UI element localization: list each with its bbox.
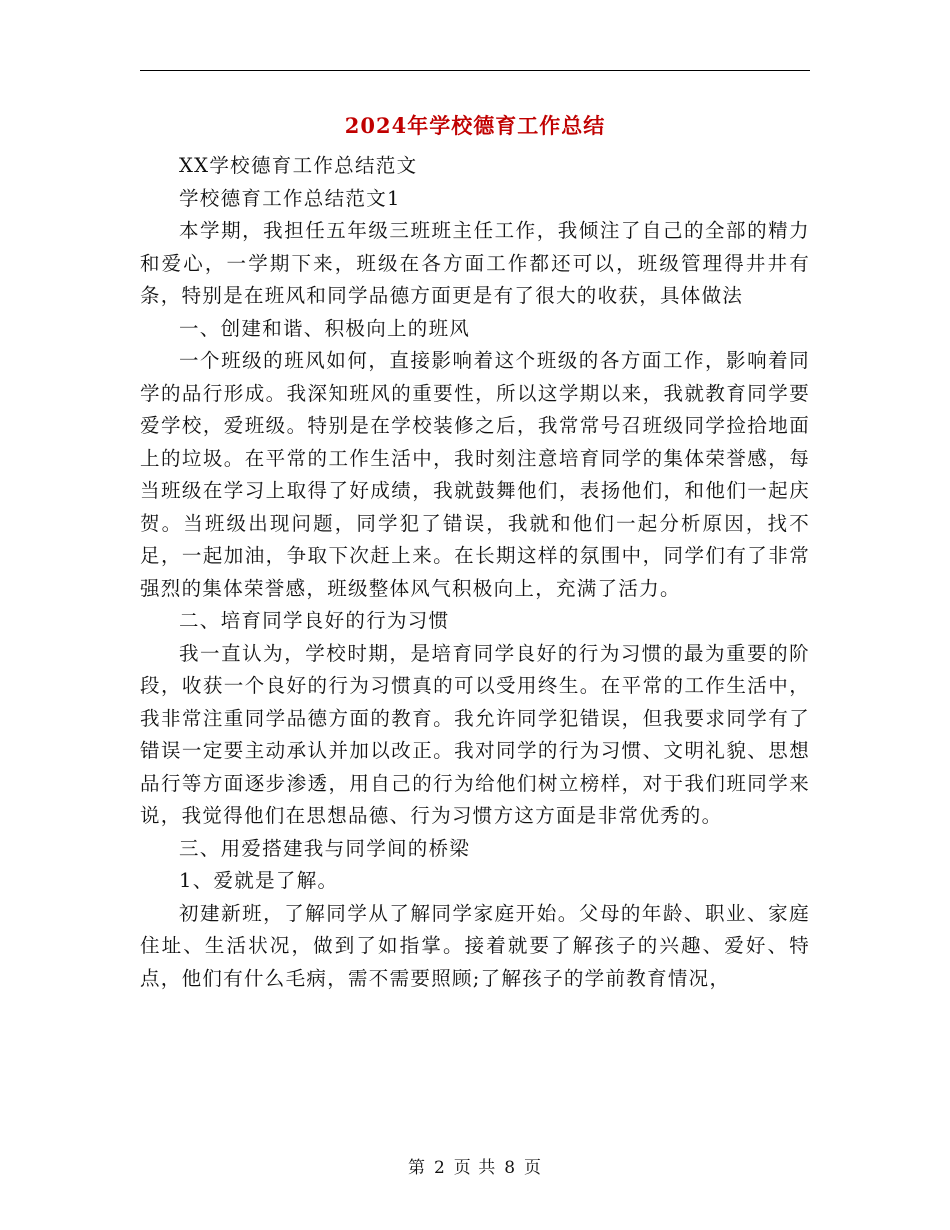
footer-current-page: 2 — [433, 1158, 446, 1178]
footer-total-pages: 8 — [504, 1158, 517, 1178]
document-title: 2024年学校德育工作总结 — [344, 113, 606, 138]
paragraph: 本学期，我担任五年级三班班主任工作，我倾注了自己的全部的精力和爱心，一学期下来，班级在各方面工作都还可以，班级管理得井井有条，特别是在班风和同学品德方面更是有了很大的收获，具体做法 — [140, 219, 810, 307]
footer-prefix: 第 — [407, 1158, 426, 1178]
paragraph: 我一直认为，学校时期，是培育同学良好的行为习惯的最为重要的阶段，收获一个良好的行为习惯真的可以受用终生。在平常的工作生活中，我非常注重同学品德方面的教育。我允许同学犯错误，但我要求同学有了错误一定要主动承认并加以改正。我对同学的行为习惯、文明礼貌、思想品行等方面逐步渗透，用自己的行为给他们树立榜样，对于我们班同学来说，我觉得他们在思想品德、行为习惯方这方面是非常优秀的。 — [140, 641, 810, 827]
section-heading: 二、培育同学良好的行为习惯 — [179, 609, 450, 632]
page-footer — [0, 1153, 950, 1178]
section-heading: 三、用爱搭建我与同学间的桥梁 — [179, 836, 471, 860]
paragraph: XX学校德育工作总结范文 — [179, 154, 418, 177]
document-body — [140, 150, 810, 995]
paragraph: 初建新班，了解同学从了解同学家庭开始。父母的年龄、职业、家庭住址、生活状况，做到了如指掌。接着就要了解孩子的兴趣、爱好、特点，他们有什么毛病，需不需要照顾;了解孩子的学前教育情况， — [140, 901, 810, 990]
paragraph: 学校德育工作总结范文1 — [179, 186, 401, 210]
sub-heading: 1、爱就是了解。 — [179, 869, 339, 892]
paragraph: 一个班级的班风如何，直接影响着这个班级的各方面工作，影响着同学的品行形成。我深知班风的重要性，所以这学期以来，我就教育同学要爱学校，爱班级。特别是在学校装修之后，我常常号召班级同学捡拾地面上的垃圾。在平常的工作生活中，我时刻注意培育同学的集体荣誉感，每当班级在学习上取得了好成绩，我就鼓舞他们，表扬他们，和他们一起庆贺。当班级出现问题，同学犯了错误，我就和他们一起分析原因，找不足，一起加油，争取下次赶上来。在长期这样的氛围中，同学们有了非常强烈的集体荣誉感，班级整体风气积极向上，充满了活力。 — [140, 349, 810, 600]
footer-middle: 页 共 — [453, 1158, 497, 1178]
header-rule — [140, 70, 810, 71]
section-heading: 一、创建和谐、积极向上的班风 — [179, 316, 471, 340]
footer-suffix: 页 — [524, 1158, 543, 1178]
